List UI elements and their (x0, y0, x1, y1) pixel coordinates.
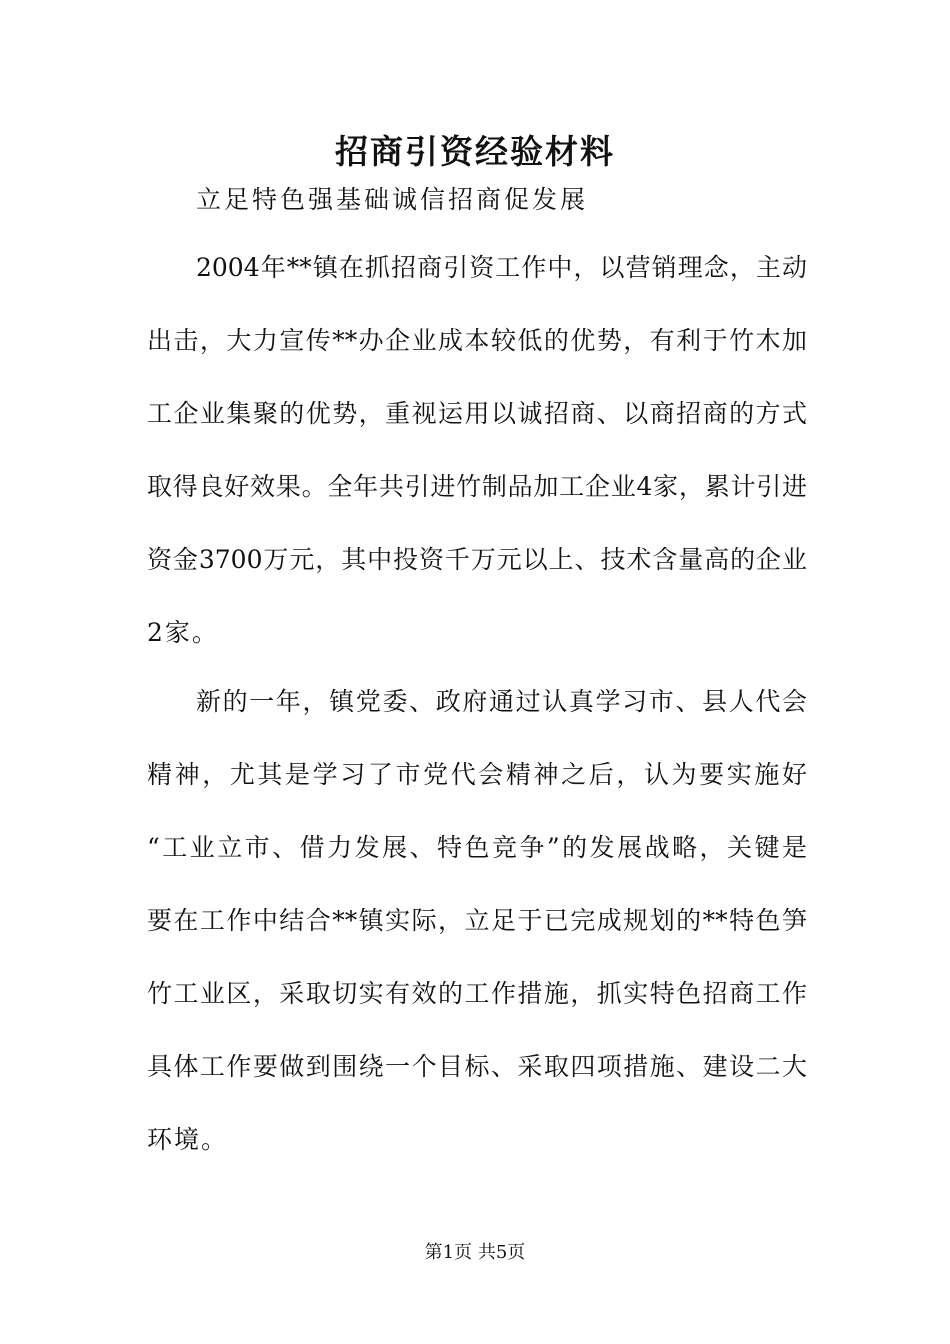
paragraph-line: 具体工作要做到围绕一个目标、采取四项措施、建设二大 (147, 1052, 807, 1081)
page-number-footer: 第1页 共5页 (424, 1242, 526, 1263)
paragraph-line: 工企业集聚的优势，重视运用以诚招商、以商招商的方式 (147, 399, 807, 428)
paragraph-line: 精神，尤其是学习了市党代会精神之后，认为要实施好 (147, 760, 807, 789)
paragraph-line: 出击，大力宣传**办企业成本较低的优势，有利于竹木加 (147, 326, 807, 355)
paragraph-line: 取得良好效果。全年共引进竹制品加工企业4家，累计引进 (147, 472, 807, 501)
paragraph-line: 竹工业区，采取切实有效的工作措施，抓实特色招商工作 (147, 979, 807, 1008)
paragraph-line: 要在工作中结合**镇实际，立足于已完成规划的**特色笋 (147, 906, 807, 935)
paragraph-line: 资金3700万元，其中投资千万元以上、技术含量高的企业 (147, 545, 807, 574)
paragraph-line: 2家。 (147, 618, 219, 647)
paragraph-line: 2004年**镇在抓招商引资工作中，以营销理念，主动 (196, 253, 807, 282)
paragraph-line: 新的一年，镇党委、政府通过认真学习市、县人代会 (196, 687, 807, 716)
document-title: 招商引资经验材料 (335, 132, 615, 171)
paragraph-line: 环境。 (147, 1125, 229, 1154)
paragraph-line: “工业立市、借力发展、特色竞争”的发展战略，关键是 (147, 833, 807, 862)
document-subtitle: 立足特色强基础诚信招商促发展 (196, 185, 589, 214)
